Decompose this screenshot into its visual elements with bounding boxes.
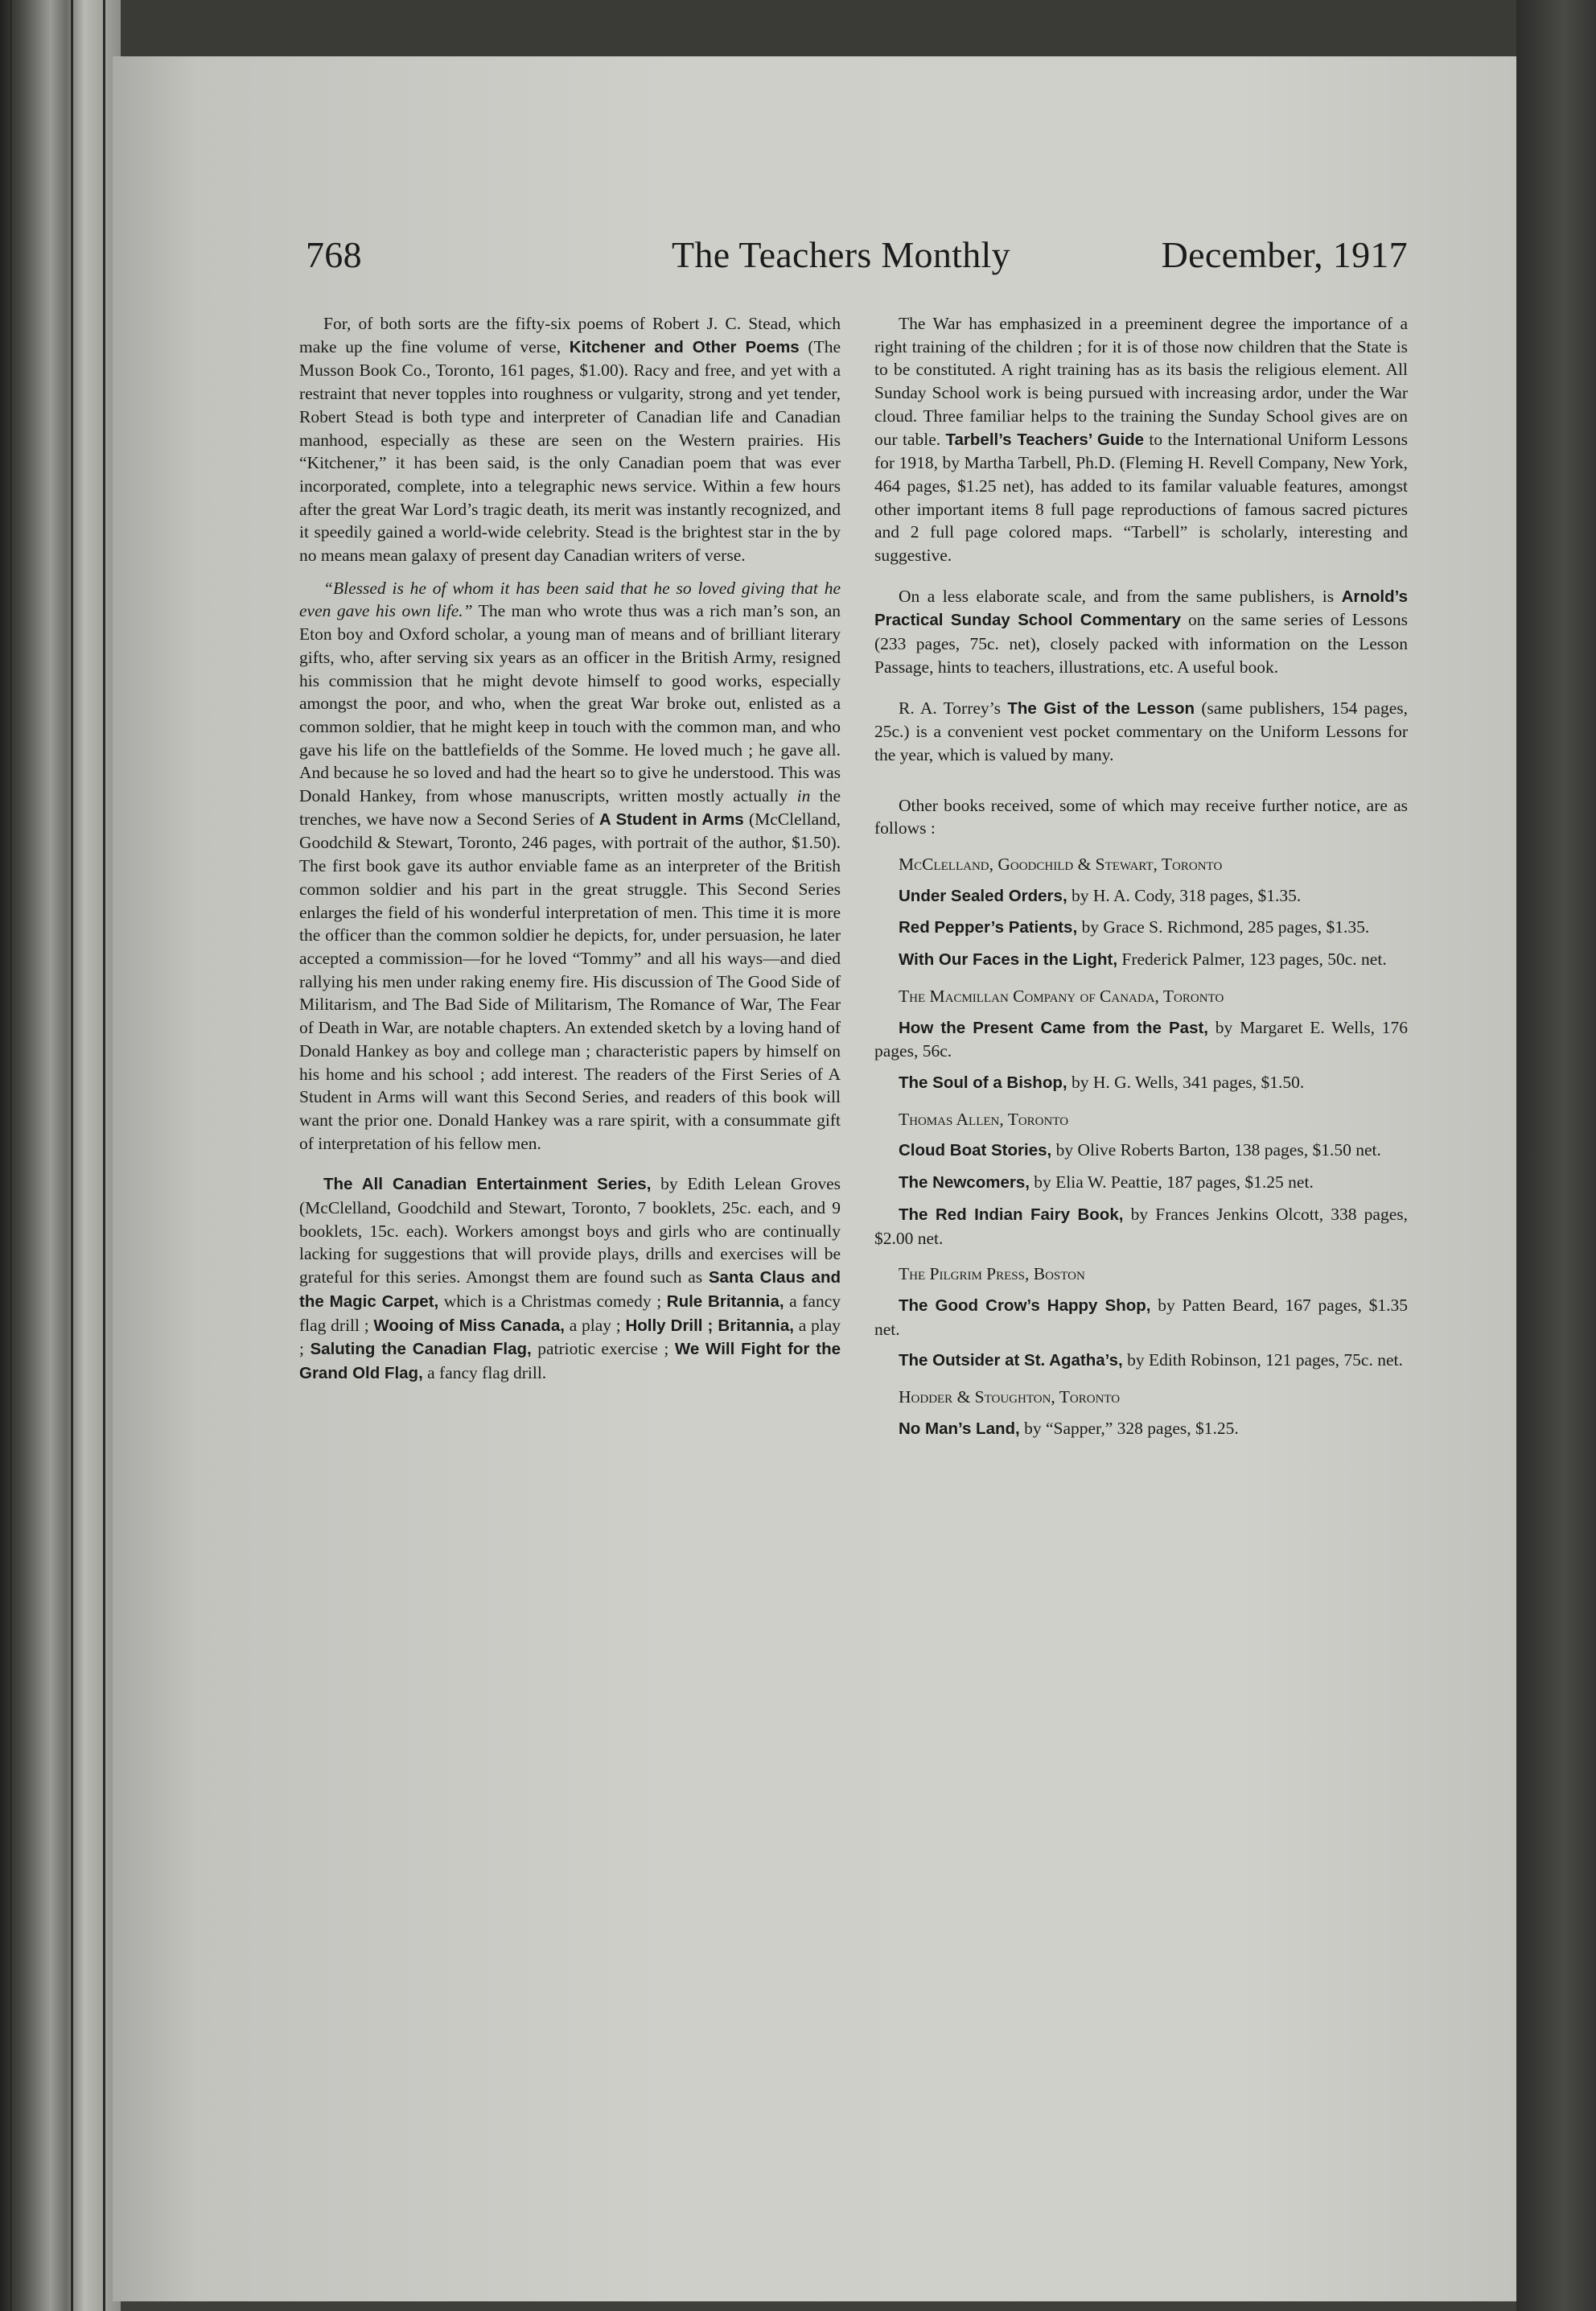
text-run: the trenches, we have now a Second Series of [299, 786, 841, 829]
text-run: a play ; [299, 1315, 841, 1359]
issue-date: December, 1917 [1161, 234, 1408, 275]
text-run: which is a Christmas comedy ; [438, 1291, 667, 1311]
review-gist [874, 697, 1408, 767]
book-entry [874, 1349, 1408, 1373]
text-run: by Edith Lelean Groves (McClelland, Goodchild and Stewart, Toronto, 7 booklets, 25c. each, and 9 booklets, 15c. each). Workers amongst boys and girls who are continually lacking for suggestions that will provide plays, drills and exercises will be grateful for this series. Amongst them are found such as [299, 1174, 841, 1287]
book-title: We Will Fight for the Grand Old Flag, [299, 1340, 841, 1382]
book-title: A Student in Arms [598, 809, 744, 829]
review-arnold [874, 585, 1408, 679]
other-books-intro: Other books received, some of which may receive further notice, are as follows : [874, 795, 1408, 838]
book-entry [874, 1294, 1408, 1341]
text-run: a play ; [565, 1315, 626, 1335]
book-entry [874, 916, 1408, 940]
book-title: Santa Claus and the Magic Carpet, [299, 1268, 841, 1311]
book-details: by “Sapper,” 328 pages, $1.25. [1019, 1418, 1239, 1438]
text-run: On a less elaborate scale, and from the same publishers, is [899, 586, 1342, 606]
book-title: The Gist of the Lesson [1007, 698, 1195, 718]
book-title: Arnold’s Practical Sunday School Commentary [874, 587, 1408, 630]
text-run: a fancy flag drill. [422, 1362, 547, 1382]
book-entry [874, 948, 1408, 972]
book-title: No Man’s Land, [899, 1419, 1020, 1438]
book-title: Rule Britannia, [666, 1291, 784, 1311]
italic-word: in [796, 786, 811, 806]
text-run: (McClelland, Goodchild & Stewart, Toronto, 246 pages, with portrait of the author, $1.50). The first book gave its author enviable fame as an interpreter of the British common soldier and his part in the great struggle. This Second Series enlarges the field of his wonderful interpretation of men. This time it is more the officer than the common soldier he depicts, for, under persuasion, he later accepted a commission—for he loved “Tommy” and all his ways—and died rallying his men under raking enemy fire. His discussion of The Good Side of Militarism, and The Bad Side of Militarism, The Romance of War, The Fear of Death in War, are notable chapters. An extended sketch by a loving hand of Donald Hankey as boy and college man ; characteristic papers by himself on his home and his school ; add interest. The readers of the First Series of A Student in Arms will want this Second Series, and readers of this book will want the prior one. Donald Hankey was a rare spirit, with a consummate gift of interpretation of his fellow men. [299, 809, 841, 1153]
book-title: Under Sealed Orders, [899, 886, 1067, 905]
book-details: by Olive Roberts Barton, 138 pages, $1.50 net. [1051, 1140, 1381, 1160]
publisher-heading: The Macmillan Company of Canada, Toronto [899, 986, 1224, 1006]
publisher-heading: McClelland, Goodchild & Stewart, Toronto [899, 855, 1223, 875]
spine-line [71, 0, 73, 2311]
book-title: Cloud Boat Stories, [899, 1141, 1052, 1160]
book-entry [874, 1071, 1408, 1095]
page-number: 768 [306, 234, 362, 275]
book-entry [874, 1171, 1408, 1195]
text-run: (The Musson Book Co., Toronto, 161 pages, $1.00). Racy and free, and yet with a restraint that never topples into roughness or vulgarity, strong and yet tender, Robert Stead is both type and interpreter of Canadian life and Canadian manhood, especially as these are seen on the Western prairies. His “Kitchener,” it has been said, is the only Canadian poem that was ever incorporated, complete, into a telegraphic news service. Within a few hours after the great War Lord’s tragic death, its merit was instantly recognized, and it speedily gained a world-wide celebrity. Stead is the brightest star in the by no means mean galaxy of present day Canadian writers of verse. [299, 336, 841, 566]
spine-line [103, 0, 105, 2311]
review-kitchener [299, 312, 841, 567]
book-title: The All Canadian Entertainment Series, [323, 1175, 652, 1194]
book-details: by Frances Jenkins Olcott, 338 pages, $2.00 net. [874, 1204, 1408, 1248]
scan-top-edge [113, 0, 1516, 56]
book-title: Holly Drill ; Britannia, [625, 1316, 794, 1335]
book-details: by H. G. Wells, 341 pages, $1.50. [1067, 1072, 1305, 1092]
book-title: Tarbell’s Teachers’ Guide [945, 430, 1145, 449]
book-details: by Edith Robinson, 121 pages, 75c. net. [1122, 1350, 1403, 1370]
review-tarbell [874, 312, 1408, 567]
book-entry [874, 1203, 1408, 1250]
book-title: The Good Crow’s Happy Shop, [899, 1296, 1151, 1315]
book-title: Red Pepper’s Patients, [899, 918, 1078, 937]
publisher-heading: Hodder & Stoughton, Toronto [899, 1387, 1121, 1407]
text-run: For, of both sorts are the fifty-six poems of Robert J. C. Stead, which make up the fine volume of verse, [299, 314, 841, 356]
book-title: Saluting the Canadian Flag, [310, 1340, 532, 1359]
book-details: by Grace S. Richmond, 285 pages, $1.35. [1077, 917, 1370, 937]
book-details: by Elia W. Peattie, 187 pages, $1.25 net. [1029, 1172, 1314, 1193]
text-run: The War has emphasized in a preeminent degree the importance of a right training of the children ; for it is of those now children that the State is to be constituted. A right training has as its basis the religious element. All Sunday School work is being pursued with increasing ardor, under the War cloud. Three familiar helps to the training the Sunday School gives are on our table. [874, 314, 1408, 449]
book-entry [874, 1417, 1408, 1441]
publisher-heading: The Pilgrim Press, Boston [899, 1264, 1085, 1284]
text-run: a fancy flag drill ; [299, 1291, 841, 1335]
book-entry [874, 1139, 1408, 1163]
book-details: by H. A. Cody, 318 pages, $1.35. [1067, 885, 1302, 905]
book-details: by Patten Beard, 167 pages, $1.35 net. [874, 1295, 1408, 1339]
spine-line [10, 0, 12, 2311]
book-entry [874, 884, 1408, 908]
book-title: The Soul of a Bishop, [899, 1073, 1067, 1092]
journal-title: The Teachers Monthly [672, 234, 1010, 275]
publisher-heading: Thomas Allen, Toronto [899, 1109, 1069, 1129]
book-title: Kitchener and Other Poems [569, 337, 800, 356]
text-run: (same publishers, 154 pages, 25c.) is a convenient vest pocket commentary on the Uniform Lessons for the year, which is valued by many. [874, 698, 1408, 764]
text-run: to the International Uniform Lessons for 1918, by Martha Tarbell, Ph.D. (Fleming H. Revell Company, New York, 464 pages, $1.25 net), has added to its familar valuable features, amongst other important items 8 full page reproductions of famous sacred pictures and 2 full page colored maps. “Tarbell” is scholarly, interesting and suggestive. [874, 429, 1408, 566]
text-run: patriotic exercise ; [531, 1339, 675, 1359]
book-title: With Our Faces in the Light, [899, 950, 1118, 970]
text-run: The man who wrote thus was a rich man’s son, an Eton boy and Oxford scholar, a young man of means and of brilliant literary gifts, who, after serving six years as an officer in the British Army, resigned his commission that he might devote himself to good works, especially amongst the poor, and who, when the great War broke out, enlisted as a common soldier, that he might keep in touch with the common man, and who gave his life on the battlefields of the Somme. He loved much ; he gave all. And because he so loved and had the heart so to give he understood. This was Donald Hankey, from whose manuscripts, written mostly actually [299, 601, 841, 806]
book-title: Wooing of Miss Canada, [373, 1316, 566, 1335]
book-details: Frederick Palmer, 123 pages, 50c. net. [1117, 950, 1387, 970]
book-spine [0, 0, 121, 2311]
running-header [306, 233, 1408, 298]
scan-right-edge [1516, 0, 1596, 2311]
book-entry [874, 1016, 1408, 1063]
book-title: The Red Indian Fairy Book, [899, 1205, 1124, 1224]
book-title: How the Present Came from the Past, [899, 1018, 1208, 1037]
review-student-in-arms [299, 577, 841, 1156]
book-title: The Outsider at St. Agatha’s, [899, 1351, 1123, 1370]
quotation: “Blessed is he of whom it has been said that he so loved giving that he even gave his own life.” [299, 578, 841, 621]
right-column [874, 312, 1408, 1440]
text-run: on the same series of Lessons (233 pages, 75c. net), closely packed with information on the Lesson Passage, hints to teachers, illustrations, etc. A useful book. [874, 610, 1408, 677]
text-run: R. A. Torrey’s [899, 698, 1008, 718]
book-title: The Newcomers, [899, 1173, 1030, 1193]
book-details: by Margaret E. Wells, 176 pages, 56c. [874, 1017, 1408, 1061]
left-column [299, 312, 841, 1386]
review-entertainment-series [299, 1172, 841, 1385]
